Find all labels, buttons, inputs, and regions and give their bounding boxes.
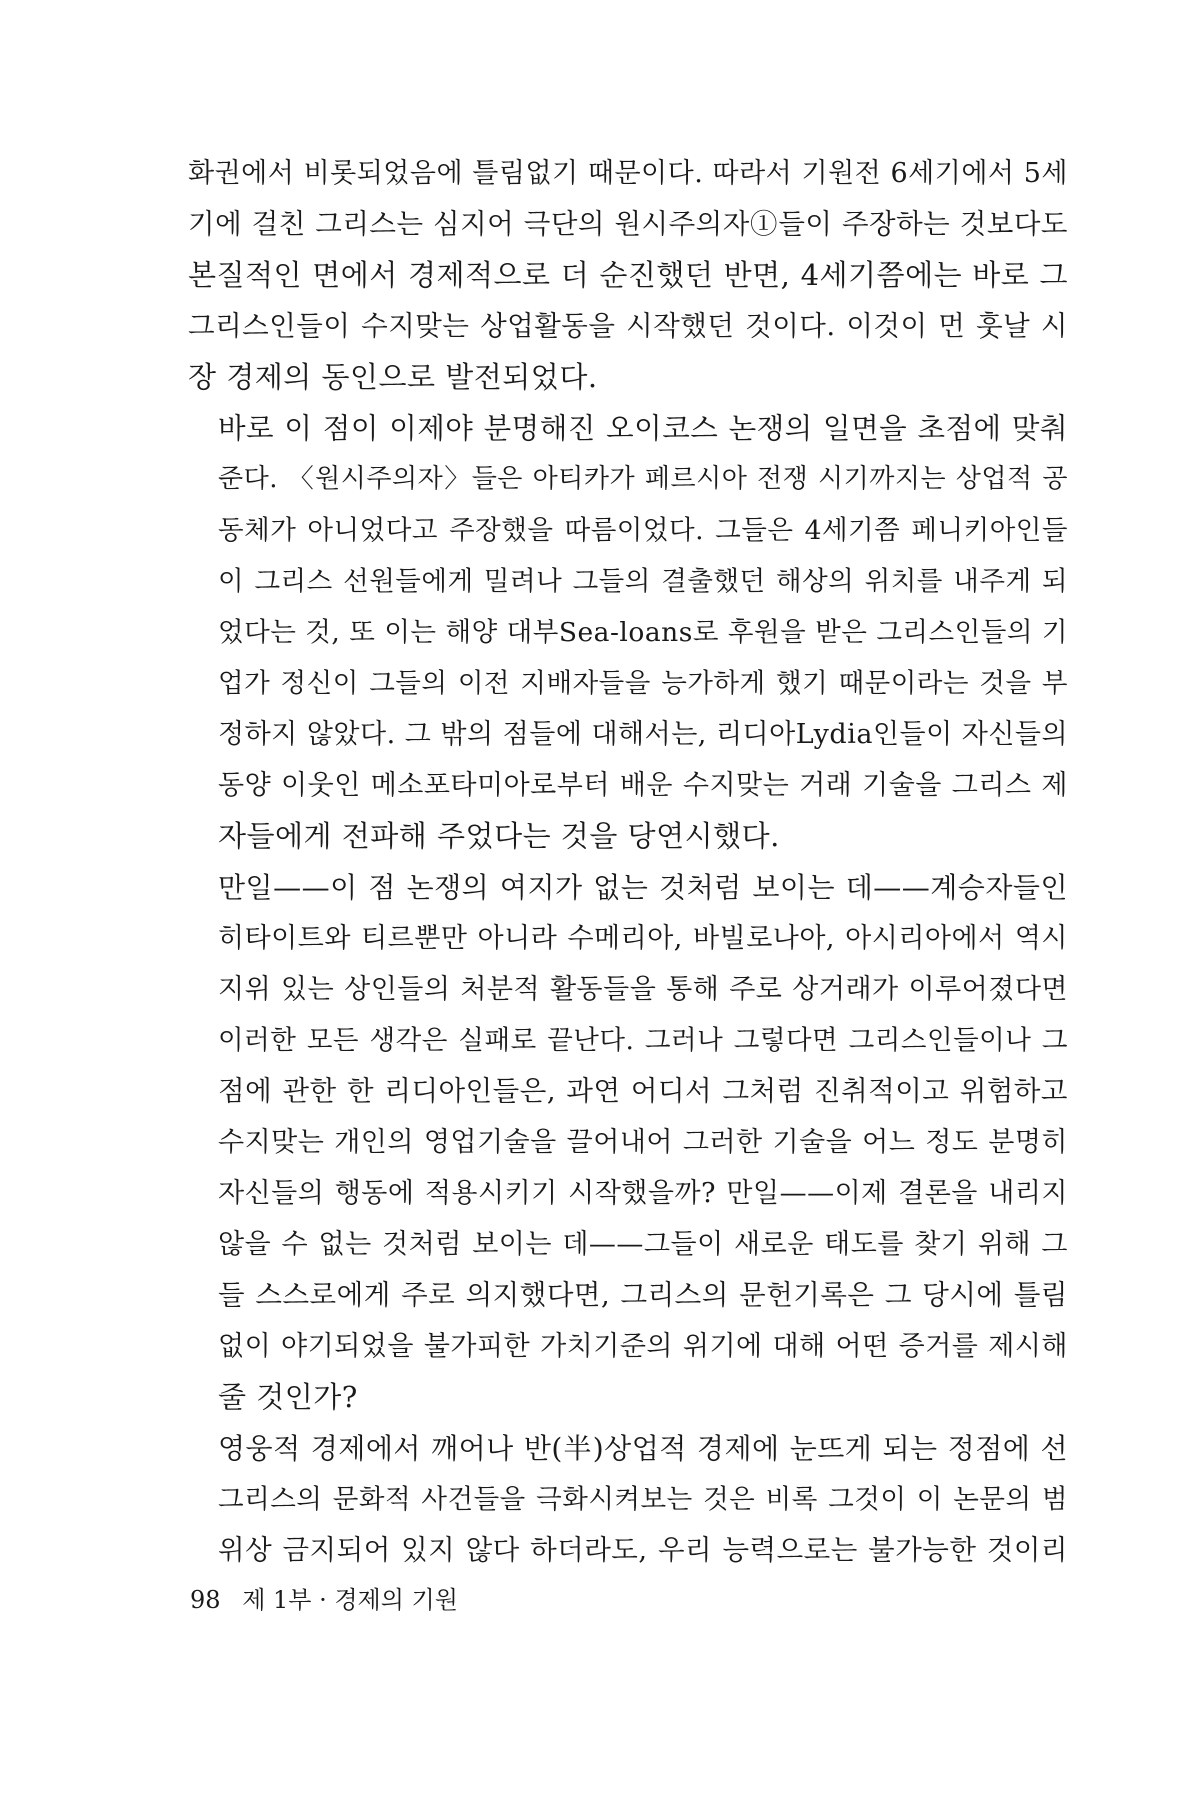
text-line: 이러한 모든 생각은 실패로 끝난다. 그러나 그렇다면 그리스인들이나 그	[218, 1025, 1068, 1056]
text-line: 정하지 않았다. 그 밖의 점들에 대해서는, 리디아Lydia인들이 자신들의	[218, 719, 1069, 750]
text-line: 화권에서 비롯되었음에 틀림없기 때문이다. 따라서 기원전 6세기에서 5세	[188, 158, 1068, 189]
text-line: 이 그리스 선원들에게 밀려나 그들의 결출했던 해상의 위치를 내주게 되	[218, 566, 1068, 597]
text-line: 없이 야기되었을 불가피한 가치기준의 위기에 대해 어떤 증거를 제시해	[218, 1331, 1068, 1362]
paragraph	[188, 1423, 1068, 1576]
paragraph	[188, 403, 1068, 862]
page-number: 98	[190, 1586, 221, 1614]
body-text	[188, 148, 1068, 1576]
paragraph	[188, 148, 1068, 403]
text-line: 동양 이웃인 메소포타미아로부터 배운 수지맞는 거래 기술을 그리스 제	[218, 770, 1068, 801]
running-section-title: 제 1부 · 경제의 기원	[242, 1586, 458, 1614]
text-line: 자신들의 행동에 적용시키기 시작했을까? 만일——이제 결론을 내리지	[218, 1178, 1068, 1209]
text-line: 동체가 아니었다고 주장했을 따름이었다. 그들은 4세기쯤 페니키아인들	[218, 515, 1068, 546]
text-line: 준다. 〈원시주의자〉들은 아티카가 페르시아 전쟁 시기까지는 상업적 공	[218, 464, 1068, 494]
text-line: 줄 것인가?	[218, 1380, 358, 1414]
text-line: 본질적인 면에서 경제적으로 더 순진했던 반면, 4세기쯤에는 바로 그	[188, 258, 1068, 292]
text-line: 영웅적 경제에서 깨어나 반(半)상업적 경제에 눈뜨게 되는 정점에 선	[218, 1432, 1068, 1465]
text-line: 그리스의 문화적 사건들을 극화시켜보는 것은 비록 그것이 이 논문의 범	[218, 1484, 1068, 1515]
text-line: 히타이트와 티르뿐만 아니라 수메리아, 바빌로나아, 아시리아에서 역시	[218, 923, 1068, 954]
text-line: 지위 있는 상인들의 처분적 활동들을 통해 주로 상거래가 이루어졌다면	[218, 974, 1068, 1005]
paragraph	[188, 862, 1068, 1423]
text-line: 자들에게 전파해 주었다는 것을 당연시했다.	[218, 819, 780, 853]
text-line: 않을 수 없는 것처럼 보이는 데——그들이 새로운 태도를 찾기 위해 그	[218, 1229, 1068, 1260]
text-line: 수지맞는 개인의 영업기술을 끌어내어 그러한 기술을 어느 정도 분명히	[218, 1127, 1068, 1158]
text-line: 장 경제의 동인으로 발전되었다.	[188, 360, 598, 394]
text-line: 점에 관한 한 리디아인들은, 과연 어디서 그처럼 진취적이고 위험하고	[218, 1075, 1068, 1107]
text-line: 위상 금지되어 있지 않다 하더라도, 우리 능력으로는 불가능한 것이리	[218, 1534, 1068, 1566]
text-line: 었다는 것, 또 이는 해양 대부Sea-loans로 후원을 받은 그리스인들의 기	[218, 617, 1068, 648]
text-line: 만일——이 점 논쟁의 여지가 없는 것처럼 보이는 데——계승자들인	[218, 871, 1068, 904]
text-line: 바로 이 점이 이제야 분명해진 오이코스 논쟁의 일면을 초점에 맞춰	[218, 412, 1068, 445]
text-line: 그리스인들이 수지맞는 상업활동을 시작했던 것이다. 이것이 먼 훗날 시	[188, 310, 1068, 342]
page-footer	[190, 1580, 458, 1615]
text-line: 들 스스로에게 주로 의지했다면, 그리스의 문헌기록은 그 당시에 틀림	[218, 1279, 1068, 1311]
text-line: 업가 정신이 그들의 이전 지배자들을 능가하게 했기 때문이라는 것을 부	[218, 668, 1068, 699]
text-line: 기에 걸친 그리스는 심지어 극단의 원시주의자①들이 주장하는 것보다도	[188, 208, 1068, 240]
